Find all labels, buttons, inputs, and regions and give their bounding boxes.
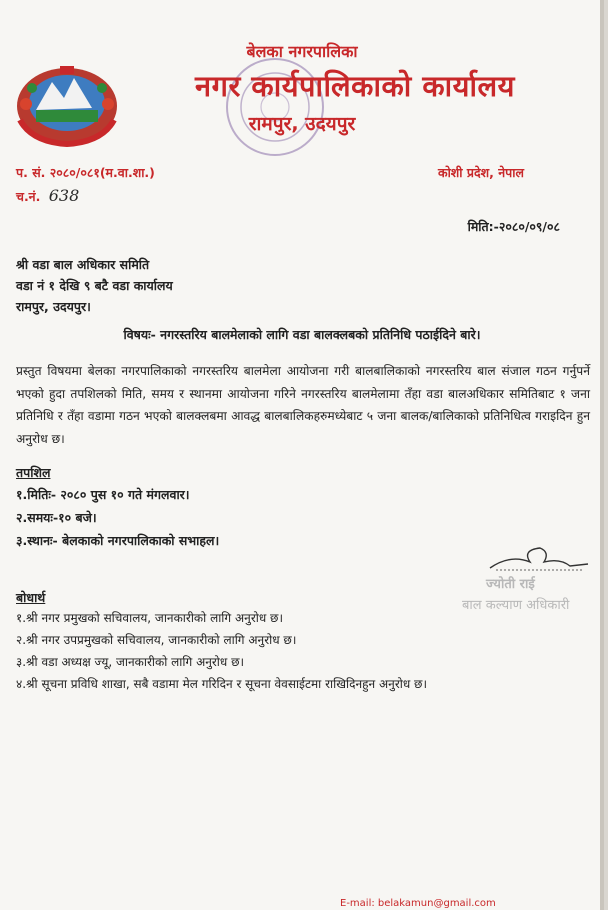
- office-title: नगर कार्यपालिकाको कार्यालय: [195, 69, 515, 103]
- page-edge: [600, 0, 604, 910]
- dispatch-label: च.नं.: [16, 189, 41, 204]
- recipient-line: रामपुर, उदयपुर।: [16, 299, 91, 314]
- list-item: ३.स्थानः- बेलकाको नगरपालिकाको सभाहल।: [16, 533, 220, 548]
- province-label: कोशी प्रदेश, नेपाल: [437, 165, 524, 180]
- dispatch-value: 638: [48, 186, 80, 205]
- details-heading: तपशिल: [16, 465, 51, 480]
- recipient-line: वडा नं १ देखि ९ बटै वडा कार्यालय: [16, 278, 173, 293]
- office-address: रामपुर, उदयपुर: [248, 113, 356, 135]
- subject-line: विषयः- नगरस्तरिय बालमेलाको लागि वडा बालक्लबको प्रतिनिधि पठाईदिने बारे।: [123, 327, 481, 342]
- footer-email: E-mail: belakamun@gmail.com: [340, 898, 496, 909]
- list-item: ३.श्री वडा अध्यक्ष ज्यू, जानकारीको लागि अनुरोध छ।: [16, 655, 245, 669]
- body-paragraph: प्रस्तुत विषयमा बेलका नगरपालिकाको नगरस्तरिय बालमेला आयोजना गरी बालबालिकाको नगरस्तरिय बाल संजाल गठन गर्नुपर्ने भएको हुदा तपशिलको मिति, समय र स्थानमा आयोजना गरिने नगरस्तरिय बालमेलामा तँहा वडा बालअधिकार समितिबाट १ जना प्रतिनिधि र तँहा वडामा गठन भएको बालक्लबमा आवद्ध बालबालिकहरुमध्येबाट ५ जना बालक/बालिकाको प्रतिनिधित्व गराइदिन हुन अनुरोध छ।: [16, 364, 590, 446]
- recipient-block: [16, 254, 173, 317]
- cc-heading: बोधार्थ: [16, 590, 46, 605]
- list-item: २.समयः-१० बजे।: [16, 510, 97, 525]
- letter-reference: प. सं. २०८०/०८१(म.वा.शा.): [16, 165, 155, 180]
- cc-list: [16, 607, 427, 695]
- signatory-title: बाल कल्याण अधिकारी: [462, 598, 570, 613]
- list-item: १.मितिः- २०८० पुस १० गते मंगलवार।: [16, 487, 190, 502]
- municipality-name: बेलका नगरपालिका: [246, 42, 358, 61]
- recipient-line: श्री वडा बाल अधिकार समिति: [16, 257, 150, 272]
- signatory-name: ज्योती राई: [486, 577, 535, 592]
- list-item: २.श्री नगर उपप्रमुखको सचिवालय, जानकारीको लागि अनुरोध छ।: [16, 633, 297, 647]
- dispatch-number: [16, 186, 79, 205]
- details-list: [16, 483, 219, 552]
- letter-date: मिति:-२०८०/०९/०८: [467, 219, 560, 234]
- list-item: ४.श्री सूचना प्रविधि शाखा, सबै वडामा मेल गरिदिन र सूचना वेवसाईटमा राखिदिनहुन अनुरोध छ।: [16, 677, 428, 691]
- list-item: १.श्री नगर प्रमुखको सचिवालय, जानकारीको लागि अनुरोध छ।: [16, 611, 283, 625]
